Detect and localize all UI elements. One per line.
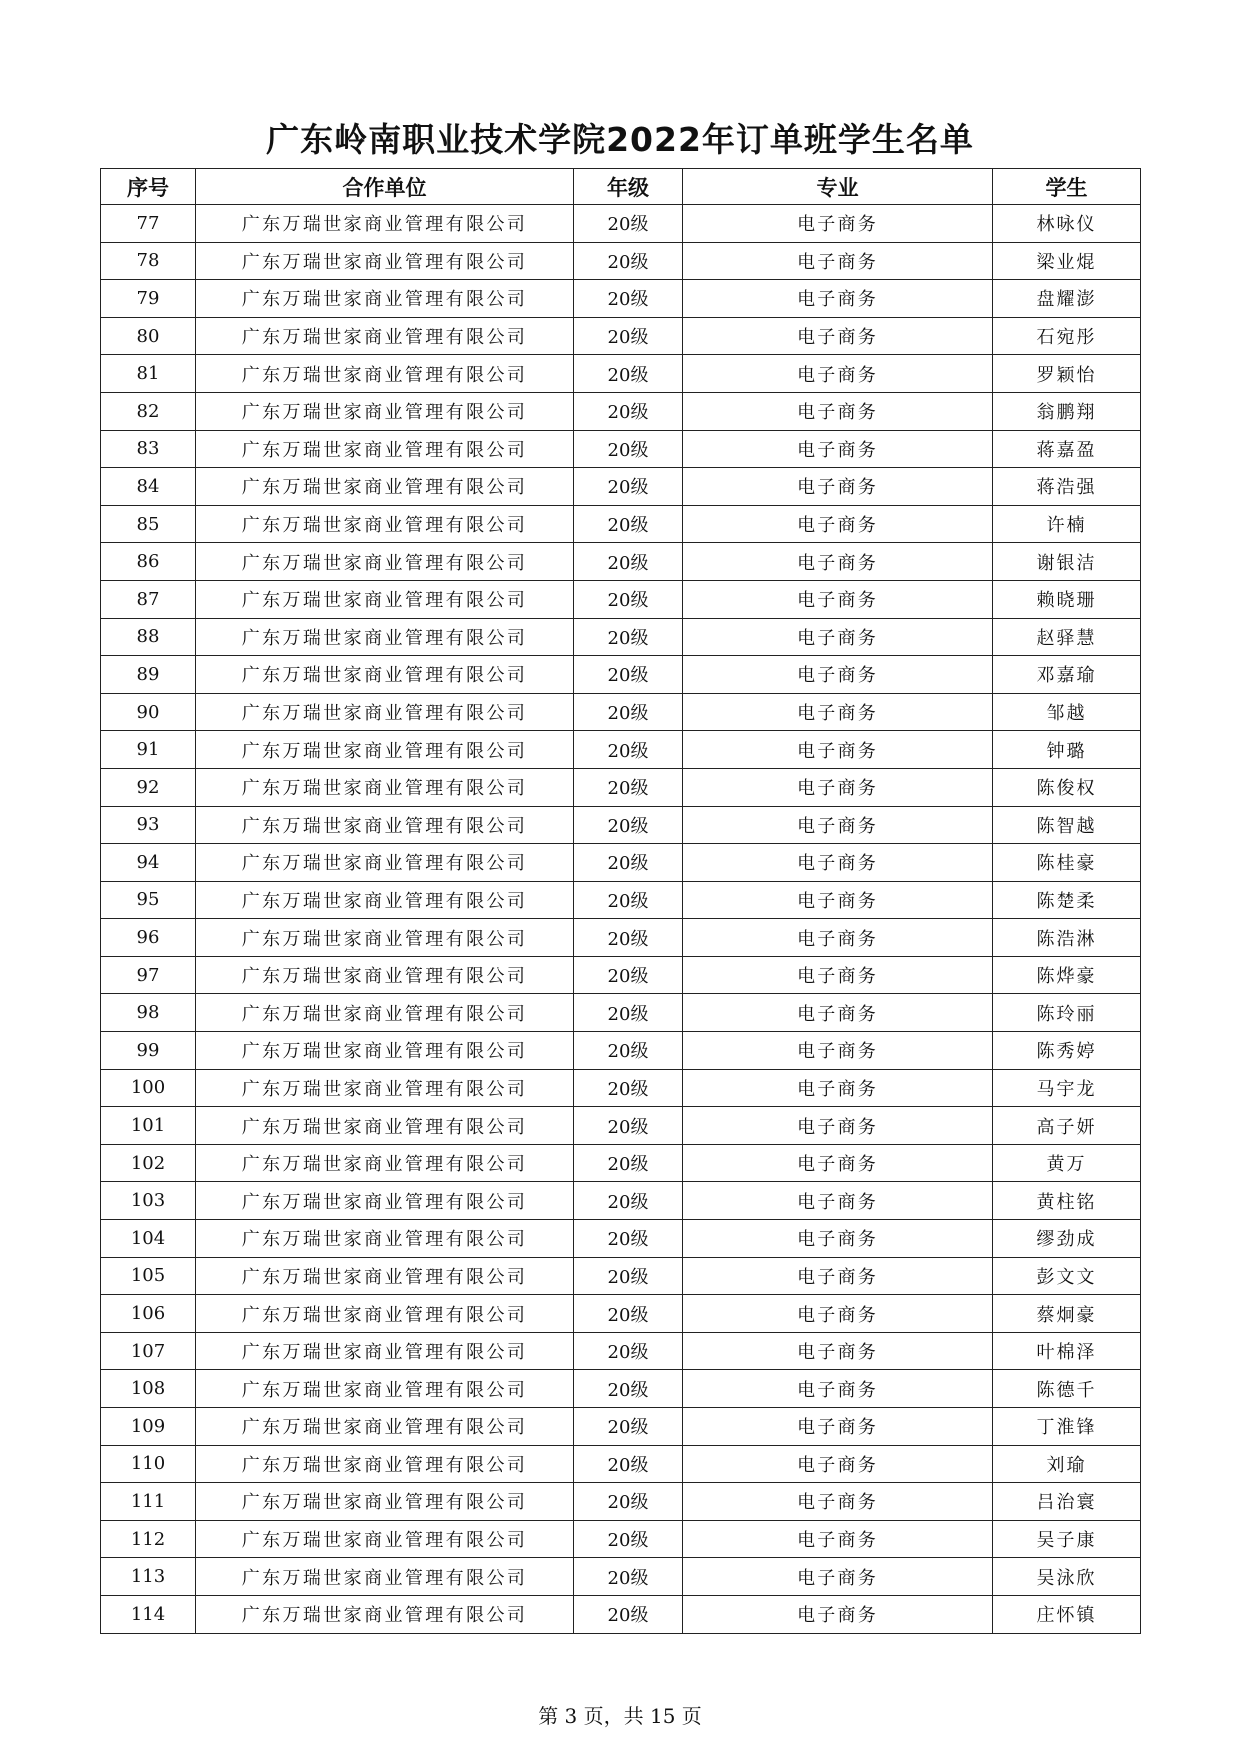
row-index-cell: 86 bbox=[101, 543, 196, 581]
row-index-cell: 110 bbox=[101, 1445, 196, 1483]
row-index-cell: 102 bbox=[101, 1144, 196, 1182]
student-name-cell: 罗颖怡 bbox=[993, 355, 1141, 393]
row-index-cell: 112 bbox=[101, 1520, 196, 1558]
major-cell: 电子商务 bbox=[683, 806, 993, 844]
partner-company-cell: 广东万瑞世家商业管理有限公司 bbox=[196, 1520, 574, 1558]
grade-cell: 20级 bbox=[574, 656, 683, 694]
row-index-cell: 107 bbox=[101, 1332, 196, 1370]
row-index-cell: 85 bbox=[101, 505, 196, 543]
student-name-cell: 黄万 bbox=[993, 1144, 1141, 1182]
grade-cell: 20级 bbox=[574, 1295, 683, 1333]
table-row bbox=[101, 580, 1141, 618]
major-cell: 电子商务 bbox=[683, 1257, 993, 1295]
table-row bbox=[101, 1144, 1141, 1182]
major-cell: 电子商务 bbox=[683, 1558, 993, 1596]
major-cell: 电子商务 bbox=[683, 1408, 993, 1446]
grade-cell: 20级 bbox=[574, 806, 683, 844]
grade-cell: 20级 bbox=[574, 430, 683, 468]
table-row bbox=[101, 1182, 1141, 1220]
page-number: 第 3 页，共 15 页 bbox=[538, 1704, 702, 1728]
partner-company-cell: 广东万瑞世家商业管理有限公司 bbox=[196, 1069, 574, 1107]
header-major: 专业 bbox=[683, 169, 993, 205]
partner-company-cell: 广东万瑞世家商业管理有限公司 bbox=[196, 994, 574, 1032]
major-cell: 电子商务 bbox=[683, 1069, 993, 1107]
partner-company-cell: 广东万瑞世家商业管理有限公司 bbox=[196, 1408, 574, 1446]
table-row bbox=[101, 1220, 1141, 1258]
table-row bbox=[101, 806, 1141, 844]
major-cell: 电子商务 bbox=[683, 1595, 993, 1633]
major-cell: 电子商务 bbox=[683, 505, 993, 543]
partner-company-cell: 广东万瑞世家商业管理有限公司 bbox=[196, 392, 574, 430]
student-name-cell: 陈玲丽 bbox=[993, 994, 1141, 1032]
major-cell: 电子商务 bbox=[683, 1445, 993, 1483]
table-row bbox=[101, 1483, 1141, 1521]
partner-company-cell: 广东万瑞世家商业管理有限公司 bbox=[196, 806, 574, 844]
header-partner-company: 合作单位 bbox=[196, 169, 574, 205]
student-name-cell: 钟璐 bbox=[993, 731, 1141, 769]
table-row bbox=[101, 1069, 1141, 1107]
partner-company-cell: 广东万瑞世家商业管理有限公司 bbox=[196, 1220, 574, 1258]
table-row bbox=[101, 618, 1141, 656]
table-row bbox=[101, 1520, 1141, 1558]
student-name-cell: 邹越 bbox=[993, 693, 1141, 731]
table-row bbox=[101, 768, 1141, 806]
major-cell: 电子商务 bbox=[683, 1370, 993, 1408]
major-cell: 电子商务 bbox=[683, 656, 993, 694]
row-index-cell: 84 bbox=[101, 468, 196, 506]
partner-company-cell: 广东万瑞世家商业管理有限公司 bbox=[196, 543, 574, 581]
grade-cell: 20级 bbox=[574, 693, 683, 731]
student-name-cell: 陈桂豪 bbox=[993, 844, 1141, 882]
student-name-cell: 翁鹏翔 bbox=[993, 392, 1141, 430]
major-cell: 电子商务 bbox=[683, 1182, 993, 1220]
student-name-cell: 马宇龙 bbox=[993, 1069, 1141, 1107]
row-index-cell: 105 bbox=[101, 1257, 196, 1295]
major-cell: 电子商务 bbox=[683, 881, 993, 919]
row-index-cell: 94 bbox=[101, 844, 196, 882]
partner-company-cell: 广东万瑞世家商业管理有限公司 bbox=[196, 656, 574, 694]
major-cell: 电子商务 bbox=[683, 768, 993, 806]
grade-cell: 20级 bbox=[574, 1332, 683, 1370]
major-cell: 电子商务 bbox=[683, 392, 993, 430]
table-row bbox=[101, 1445, 1141, 1483]
table-row bbox=[101, 430, 1141, 468]
grade-cell: 20级 bbox=[574, 1182, 683, 1220]
row-index-cell: 100 bbox=[101, 1069, 196, 1107]
major-cell: 电子商务 bbox=[683, 1295, 993, 1333]
student-name-cell: 吴子康 bbox=[993, 1520, 1141, 1558]
partner-company-cell: 广东万瑞世家商业管理有限公司 bbox=[196, 1032, 574, 1070]
grade-cell: 20级 bbox=[574, 731, 683, 769]
table-row bbox=[101, 1332, 1141, 1370]
partner-company-cell: 广东万瑞世家商业管理有限公司 bbox=[196, 881, 574, 919]
table-row bbox=[101, 844, 1141, 882]
table-row bbox=[101, 919, 1141, 957]
table-row bbox=[101, 1032, 1141, 1070]
major-cell: 电子商务 bbox=[683, 956, 993, 994]
partner-company-cell: 广东万瑞世家商业管理有限公司 bbox=[196, 1295, 574, 1333]
row-index-cell: 106 bbox=[101, 1295, 196, 1333]
row-index-cell: 78 bbox=[101, 242, 196, 280]
table-row bbox=[101, 355, 1141, 393]
row-index-cell: 101 bbox=[101, 1107, 196, 1145]
document-title: 广东岭南职业技术学院2022年订单班学生名单 bbox=[266, 120, 974, 159]
student-name-cell: 陈秀婷 bbox=[993, 1032, 1141, 1070]
grade-cell: 20级 bbox=[574, 1483, 683, 1521]
student-name-cell: 陈智越 bbox=[993, 806, 1141, 844]
major-cell: 电子商务 bbox=[683, 994, 993, 1032]
student-name-cell: 邓嘉瑜 bbox=[993, 656, 1141, 694]
student-name-cell: 林咏仪 bbox=[993, 205, 1141, 243]
student-name-cell: 石宛彤 bbox=[993, 317, 1141, 355]
table-row bbox=[101, 994, 1141, 1032]
major-cell: 电子商务 bbox=[683, 1520, 993, 1558]
partner-company-cell: 广东万瑞世家商业管理有限公司 bbox=[196, 505, 574, 543]
partner-company-cell: 广东万瑞世家商业管理有限公司 bbox=[196, 1483, 574, 1521]
student-name-cell: 赖晓珊 bbox=[993, 580, 1141, 618]
partner-company-cell: 广东万瑞世家商业管理有限公司 bbox=[196, 468, 574, 506]
student-name-cell: 叶棉泽 bbox=[993, 1332, 1141, 1370]
student-roster-table bbox=[100, 168, 1141, 1634]
major-cell: 电子商务 bbox=[683, 242, 993, 280]
row-index-cell: 97 bbox=[101, 956, 196, 994]
table-row bbox=[101, 656, 1141, 694]
grade-cell: 20级 bbox=[574, 1144, 683, 1182]
table-row bbox=[101, 1257, 1141, 1295]
table-row bbox=[101, 1107, 1141, 1145]
student-name-cell: 黄柱铭 bbox=[993, 1182, 1141, 1220]
grade-cell: 20级 bbox=[574, 1445, 683, 1483]
row-index-cell: 103 bbox=[101, 1182, 196, 1220]
partner-company-cell: 广东万瑞世家商业管理有限公司 bbox=[196, 1107, 574, 1145]
row-index-cell: 91 bbox=[101, 731, 196, 769]
table-row bbox=[101, 242, 1141, 280]
table-body bbox=[101, 205, 1141, 1634]
partner-company-cell: 广东万瑞世家商业管理有限公司 bbox=[196, 1445, 574, 1483]
grade-cell: 20级 bbox=[574, 280, 683, 318]
student-name-cell: 陈俊权 bbox=[993, 768, 1141, 806]
grade-cell: 20级 bbox=[574, 1558, 683, 1596]
student-name-cell: 刘瑜 bbox=[993, 1445, 1141, 1483]
partner-company-cell: 广东万瑞世家商业管理有限公司 bbox=[196, 1595, 574, 1633]
student-name-cell: 吕治寰 bbox=[993, 1483, 1141, 1521]
grade-cell: 20级 bbox=[574, 355, 683, 393]
table-row bbox=[101, 731, 1141, 769]
row-index-cell: 111 bbox=[101, 1483, 196, 1521]
partner-company-cell: 广东万瑞世家商业管理有限公司 bbox=[196, 618, 574, 656]
grade-cell: 20级 bbox=[574, 205, 683, 243]
row-index-cell: 79 bbox=[101, 280, 196, 318]
major-cell: 电子商务 bbox=[683, 543, 993, 581]
student-name-cell: 谢银洁 bbox=[993, 543, 1141, 581]
table-header-row bbox=[101, 169, 1141, 205]
row-index-cell: 109 bbox=[101, 1408, 196, 1446]
student-name-cell: 赵驿慧 bbox=[993, 618, 1141, 656]
table-row bbox=[101, 317, 1141, 355]
table-row bbox=[101, 280, 1141, 318]
student-name-cell: 许楠 bbox=[993, 505, 1141, 543]
row-index-cell: 108 bbox=[101, 1370, 196, 1408]
major-cell: 电子商务 bbox=[683, 731, 993, 769]
student-name-cell: 陈德千 bbox=[993, 1370, 1141, 1408]
student-name-cell: 蔡炯豪 bbox=[993, 1295, 1141, 1333]
grade-cell: 20级 bbox=[574, 1032, 683, 1070]
major-cell: 电子商务 bbox=[683, 1144, 993, 1182]
table-row bbox=[101, 543, 1141, 581]
major-cell: 电子商务 bbox=[683, 280, 993, 318]
grade-cell: 20级 bbox=[574, 468, 683, 506]
partner-company-cell: 广东万瑞世家商业管理有限公司 bbox=[196, 693, 574, 731]
row-index-cell: 77 bbox=[101, 205, 196, 243]
row-index-cell: 87 bbox=[101, 580, 196, 618]
student-name-cell: 丁淮锋 bbox=[993, 1408, 1141, 1446]
grade-cell: 20级 bbox=[574, 1520, 683, 1558]
partner-company-cell: 广东万瑞世家商业管理有限公司 bbox=[196, 1370, 574, 1408]
grade-cell: 20级 bbox=[574, 1220, 683, 1258]
table-row bbox=[101, 1295, 1141, 1333]
major-cell: 电子商务 bbox=[683, 1107, 993, 1145]
grade-cell: 20级 bbox=[574, 1107, 683, 1145]
row-index-cell: 89 bbox=[101, 656, 196, 694]
student-name-cell: 吴泳欣 bbox=[993, 1558, 1141, 1596]
student-name-cell: 陈烨豪 bbox=[993, 956, 1141, 994]
row-index-cell: 96 bbox=[101, 919, 196, 957]
row-index-cell: 95 bbox=[101, 881, 196, 919]
row-index-cell: 83 bbox=[101, 430, 196, 468]
major-cell: 电子商务 bbox=[683, 317, 993, 355]
grade-cell: 20级 bbox=[574, 505, 683, 543]
partner-company-cell: 广东万瑞世家商业管理有限公司 bbox=[196, 1257, 574, 1295]
major-cell: 电子商务 bbox=[683, 844, 993, 882]
student-name-cell: 陈楚柔 bbox=[993, 881, 1141, 919]
partner-company-cell: 广东万瑞世家商业管理有限公司 bbox=[196, 1144, 574, 1182]
table-row bbox=[101, 1595, 1141, 1633]
student-name-cell: 陈浩淋 bbox=[993, 919, 1141, 957]
student-name-cell: 缪劲成 bbox=[993, 1220, 1141, 1258]
row-index-cell: 88 bbox=[101, 618, 196, 656]
grade-cell: 20级 bbox=[574, 580, 683, 618]
table-row bbox=[101, 693, 1141, 731]
row-index-cell: 80 bbox=[101, 317, 196, 355]
student-name-cell: 彭文文 bbox=[993, 1257, 1141, 1295]
header-grade: 年级 bbox=[574, 169, 683, 205]
table-row bbox=[101, 1558, 1141, 1596]
row-index-cell: 113 bbox=[101, 1558, 196, 1596]
partner-company-cell: 广东万瑞世家商业管理有限公司 bbox=[196, 768, 574, 806]
partner-company-cell: 广东万瑞世家商业管理有限公司 bbox=[196, 919, 574, 957]
grade-cell: 20级 bbox=[574, 543, 683, 581]
major-cell: 电子商务 bbox=[683, 468, 993, 506]
table-row bbox=[101, 205, 1141, 243]
grade-cell: 20级 bbox=[574, 242, 683, 280]
major-cell: 电子商务 bbox=[683, 580, 993, 618]
grade-cell: 20级 bbox=[574, 1408, 683, 1446]
grade-cell: 20级 bbox=[574, 1595, 683, 1633]
table-row bbox=[101, 468, 1141, 506]
partner-company-cell: 广东万瑞世家商业管理有限公司 bbox=[196, 280, 574, 318]
row-index-cell: 90 bbox=[101, 693, 196, 731]
grade-cell: 20级 bbox=[574, 919, 683, 957]
table-row bbox=[101, 1408, 1141, 1446]
header-index: 序号 bbox=[101, 169, 196, 205]
major-cell: 电子商务 bbox=[683, 1483, 993, 1521]
student-name-cell: 盘耀澎 bbox=[993, 280, 1141, 318]
row-index-cell: 92 bbox=[101, 768, 196, 806]
partner-company-cell: 广东万瑞世家商业管理有限公司 bbox=[196, 956, 574, 994]
partner-company-cell: 广东万瑞世家商业管理有限公司 bbox=[196, 430, 574, 468]
grade-cell: 20级 bbox=[574, 768, 683, 806]
grade-cell: 20级 bbox=[574, 392, 683, 430]
row-index-cell: 99 bbox=[101, 1032, 196, 1070]
grade-cell: 20级 bbox=[574, 881, 683, 919]
grade-cell: 20级 bbox=[574, 1069, 683, 1107]
major-cell: 电子商务 bbox=[683, 205, 993, 243]
grade-cell: 20级 bbox=[574, 994, 683, 1032]
grade-cell: 20级 bbox=[574, 956, 683, 994]
table-row bbox=[101, 392, 1141, 430]
partner-company-cell: 广东万瑞世家商业管理有限公司 bbox=[196, 1558, 574, 1596]
partner-company-cell: 广东万瑞世家商业管理有限公司 bbox=[196, 1182, 574, 1220]
major-cell: 电子商务 bbox=[683, 1220, 993, 1258]
partner-company-cell: 广东万瑞世家商业管理有限公司 bbox=[196, 355, 574, 393]
grade-cell: 20级 bbox=[574, 618, 683, 656]
major-cell: 电子商务 bbox=[683, 919, 993, 957]
header-student: 学生 bbox=[993, 169, 1141, 205]
major-cell: 电子商务 bbox=[683, 1332, 993, 1370]
row-index-cell: 81 bbox=[101, 355, 196, 393]
partner-company-cell: 广东万瑞世家商业管理有限公司 bbox=[196, 317, 574, 355]
major-cell: 电子商务 bbox=[683, 1032, 993, 1070]
student-name-cell: 蒋浩强 bbox=[993, 468, 1141, 506]
table-row bbox=[101, 956, 1141, 994]
partner-company-cell: 广东万瑞世家商业管理有限公司 bbox=[196, 205, 574, 243]
row-index-cell: 104 bbox=[101, 1220, 196, 1258]
grade-cell: 20级 bbox=[574, 844, 683, 882]
major-cell: 电子商务 bbox=[683, 430, 993, 468]
row-index-cell: 82 bbox=[101, 392, 196, 430]
student-name-cell: 蒋嘉盈 bbox=[993, 430, 1141, 468]
grade-cell: 20级 bbox=[574, 1370, 683, 1408]
partner-company-cell: 广东万瑞世家商业管理有限公司 bbox=[196, 242, 574, 280]
partner-company-cell: 广东万瑞世家商业管理有限公司 bbox=[196, 731, 574, 769]
row-index-cell: 98 bbox=[101, 994, 196, 1032]
student-name-cell: 梁业焜 bbox=[993, 242, 1141, 280]
grade-cell: 20级 bbox=[574, 317, 683, 355]
major-cell: 电子商务 bbox=[683, 693, 993, 731]
partner-company-cell: 广东万瑞世家商业管理有限公司 bbox=[196, 580, 574, 618]
major-cell: 电子商务 bbox=[683, 618, 993, 656]
major-cell: 电子商务 bbox=[683, 355, 993, 393]
partner-company-cell: 广东万瑞世家商业管理有限公司 bbox=[196, 1332, 574, 1370]
row-index-cell: 93 bbox=[101, 806, 196, 844]
table-row bbox=[101, 1370, 1141, 1408]
table-row bbox=[101, 881, 1141, 919]
student-name-cell: 庄怀镇 bbox=[993, 1595, 1141, 1633]
partner-company-cell: 广东万瑞世家商业管理有限公司 bbox=[196, 844, 574, 882]
student-name-cell: 高子妍 bbox=[993, 1107, 1141, 1145]
table-row bbox=[101, 505, 1141, 543]
grade-cell: 20级 bbox=[574, 1257, 683, 1295]
row-index-cell: 114 bbox=[101, 1595, 196, 1633]
